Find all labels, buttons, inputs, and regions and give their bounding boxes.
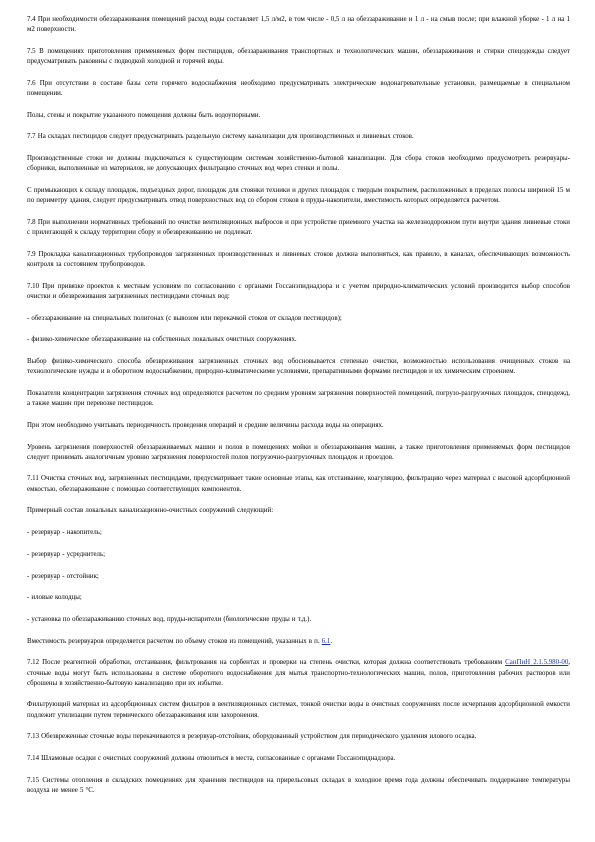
paragraph-text-before-link: 7.12 После реагентной обработки, отстаивания, фильтрования на сорбентах и проверки на степень очистки, которая должна соответствовать требованиям	[27, 659, 506, 667]
paragraph: Уровень загрязнения поверхностей обеззараживаемых машин и полов в помещениях мойки и обеззараживания машин, а также приготовления применяемых форм пестицидов следует принимать аналогичным уровню загрязнения поверхностей полов погрузочно-разгрузочных площадок и проездов.	[27, 443, 570, 461]
paragraph-text-after-link: .	[330, 637, 333, 645]
paragraph: 7.7 На складах пестицидов следует предусматривать раздельную систему канализации для производственных и ливневых стоков.	[27, 133, 414, 141]
paragraph: - резервуар - отстойник;	[27, 572, 99, 580]
paragraph-text-before-link: Вместимость резервуаров определяется расчетом по объему стоков из помещений, указанных в п.	[27, 637, 322, 645]
paragraph: 7.5 В помещениях приготовления применяемых форм пестицидов, обеззараживания транспортных и технологических машин, обеззараживания и стирки спецодежды следует предусматривать раковины с подводкой холодной и горячей воды.	[27, 47, 570, 66]
paragraph: Примерный состав локальных канализационно-очистных сооружений следующий:	[27, 507, 274, 515]
paragraph: - обеззараживание на специальных полигонах (с вывозом или перекачкой стоков от складов пестицидов);	[27, 314, 342, 322]
paragraph: При этом необходимо учитывать периодичность проведения операций и средние величины расхода воды на операциях.	[27, 421, 384, 429]
paragraph: 7.15 Системы отопления в складских помещениях для хранения пестицидов на прирельсовых складах в холодное время года должны обеспечивать поддержание температуры воздуха не менее 5 °С.	[27, 776, 570, 794]
paragraph: - физико-химическое обеззараживание на собственных локальных очистных сооружениях.	[27, 336, 297, 344]
paragraph: - резервуар - накопитель;	[27, 529, 102, 537]
paragraph-text-after-link: , сточные воды могут быть использованы в системе оборотного водоснабжения для мытья транспортно-технологических машин, полов, приготовления рабочих растворов или сброшены в хозяйственно-бытовую канализацию при их избытке.	[27, 659, 570, 687]
paragraph: 7.9 Прокладка канализационных трубопроводов загрязненных производственных и ливневых стоков должна выполняться, как правило, в каналах, обеспечивающих возможность контроля за состоянием трубопроводов.	[27, 250, 570, 269]
paragraph: - резервуар - усреднитель;	[27, 550, 106, 558]
paragraph: 7.11 Очистка сточных вод, загрязненных пестицидами, предусматривает такие основные этапы, как отстаивание, коагуляцию, фильтрацию через материал с высокой адсорбционной емкостью, обеззараживание с помощью соответствующих компонентов.	[27, 475, 570, 493]
document-reference-link[interactable]: СанПиН 2.1.5.980-00	[505, 659, 569, 667]
paragraph: С примыкающих к складу площадок, подъездных дорог, площадок для стоянки техники и других площадок с твердым покрытием, расположенных в пределах полосы шириной 15 м по периметру здания, следует предусматривать отвод поверхностных вод со сбором стоков в пруды-накопители, вместимость которых определяется расчетом.	[27, 187, 570, 205]
paragraph: 7.6 При отсутствии в составе базы сети горячего водоснабжения необходимо предусматривать электрические водонагревательные установки, размещаемые в специальном помещении.	[27, 79, 570, 98]
paragraph: 7.13 Обезвреженные сточные воды перекачиваются в резервуар-отстойник, оборудованный устройством для периодического удаления илового осадка.	[27, 733, 477, 741]
paragraph: Выбор физико-химического способа обезвреживания загрязненных сточных вод обосновывается степенью очистки, возможностью использования очищенных стоков на технологические нужды и в оборотном водоснабжении, природно-климатическими условиями, препаративными формами пестицидов и их химическим строением.	[27, 358, 570, 376]
paragraph	[27, 658, 570, 689]
paragraph: 7.10 При привязке проектов к местным условиям по согласованию с органами Госсанэпиднадзора и с учетом природно-климатических условий производится выбор способов очистки и обезвреживания загрязненных пестицидами сточных вод:	[27, 282, 570, 300]
paragraph: 7.8 При выполнении нормативных требований по очистке вентиляционных выбросов и при устройстве приемного участка на железнодорожном пути внутри здания ливневые стоки с прилегающей к складу территории сбору и обезвреживанию не подлежат.	[27, 218, 570, 237]
paragraph: - установка по обеззараживанию сточных вод, пруды-испарители (биологические пруды и т.д.).	[27, 615, 312, 623]
paragraph: 7.4 При необходимости обеззараживания помещений расход воды составляет 1,5 л/м2, в том числе - 0,5 л на обеззараживание и 1 л - на смыв после; при влажной уборке - 1 л на 1 м2 поверхности.	[27, 16, 570, 34]
document-reference-link[interactable]: 6.1	[321, 637, 331, 645]
paragraph	[27, 637, 570, 647]
paragraph: Показатели концентрации загрязнения сточных вод определяются расчетом по средним уровням загрязнения поверхностей помещений, погрузо-разгрузочных площадок, спецодежд, а также машин при перевозке пестицидов.	[27, 389, 570, 408]
paragraph: - иловые колодцы;	[27, 594, 82, 602]
paragraph: Фильтрующий материал из адсорбционных систем фильтров в вентиляционных системах, тонкой очистки воды в очистных сооружениях после исчерпания адсорбционной емкости подлежит утилизации путем термического обеззараживания или захоронения.	[27, 701, 570, 719]
paragraph: 7.14 Шламовые осадки с очистных сооружений должны отвозиться в места, согласованные с органами Госсанэпиднадзора.	[27, 755, 396, 763]
paragraph: Производственные стоки не должны подключаться к существующим системам хозяйственно-бытовой канализации. Для сбора стоков необходимо предусмотреть резервуары-сборники, выполненные из материалов, не допускающих фильтрацию сточных вод через стенки и полы.	[27, 155, 570, 173]
paragraph: Полы, стены и покрытие указанного помещения должны быть водоупорными.	[27, 111, 261, 119]
